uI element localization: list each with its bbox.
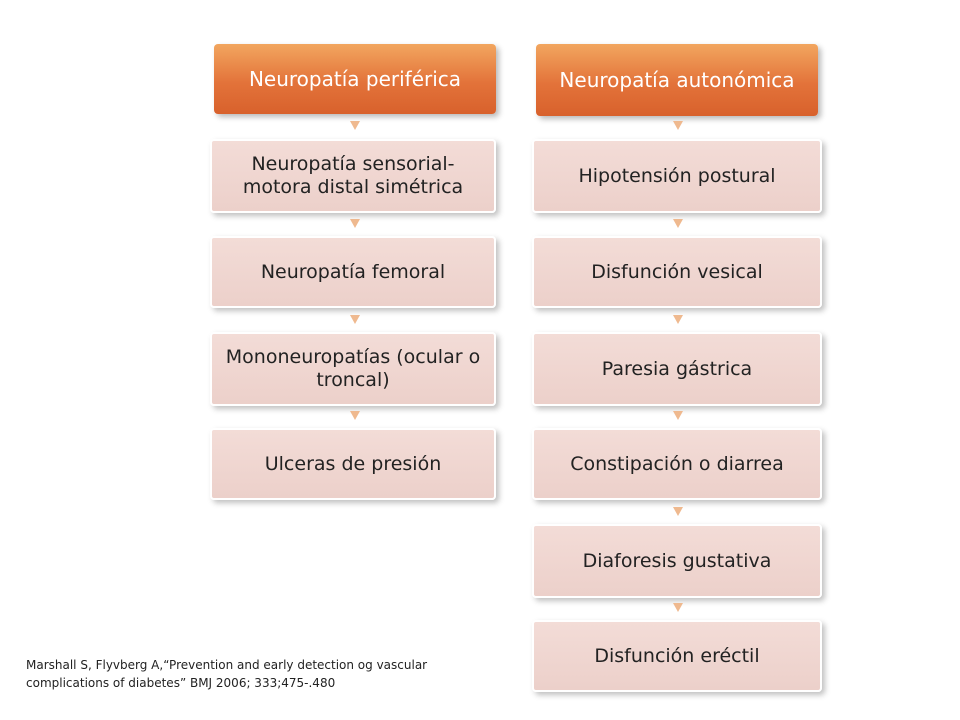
peripheral-neuropathy-header: Neuropatía periférica — [214, 44, 496, 114]
right-item-bladder-dysfunction: Disfunción vesical — [532, 236, 822, 308]
left-item-mononeuropathies: Mononeuropatías (ocular o troncal) — [210, 332, 496, 406]
arrow-down-icon — [673, 411, 683, 420]
arrow-down-icon — [673, 603, 683, 612]
citation: Marshall S, Flyvberg A,“Prevention and early detection og vascular complications of diabetes” BMJ 2006; 333;475-.480 — [26, 658, 428, 690]
right-item-gustatory-sweating: Diaforesis gustativa — [532, 524, 822, 598]
arrow-down-icon — [673, 507, 683, 516]
right-item-constipation-diarrhea: Constipación o diarrea — [532, 428, 822, 500]
right-item-erectile-dysfunction: Disfunción eréctil — [532, 620, 822, 692]
left-item-sensorimotor: Neuropatía sensorial-motora distal simétrica — [210, 139, 496, 213]
autonomic-neuropathy-header: Neuropatía autonómica — [536, 44, 818, 116]
right-item-gastroparesis: Paresia gástrica — [532, 332, 822, 406]
arrow-down-icon — [673, 315, 683, 324]
left-item-pressure-ulcers: Ulceras de presión — [210, 428, 496, 500]
arrow-down-icon — [673, 121, 683, 130]
right-item-postural-hypotension: Hipotensión postural — [532, 139, 822, 213]
arrow-down-icon — [673, 219, 683, 228]
left-item-femoral: Neuropatía femoral — [210, 236, 496, 308]
